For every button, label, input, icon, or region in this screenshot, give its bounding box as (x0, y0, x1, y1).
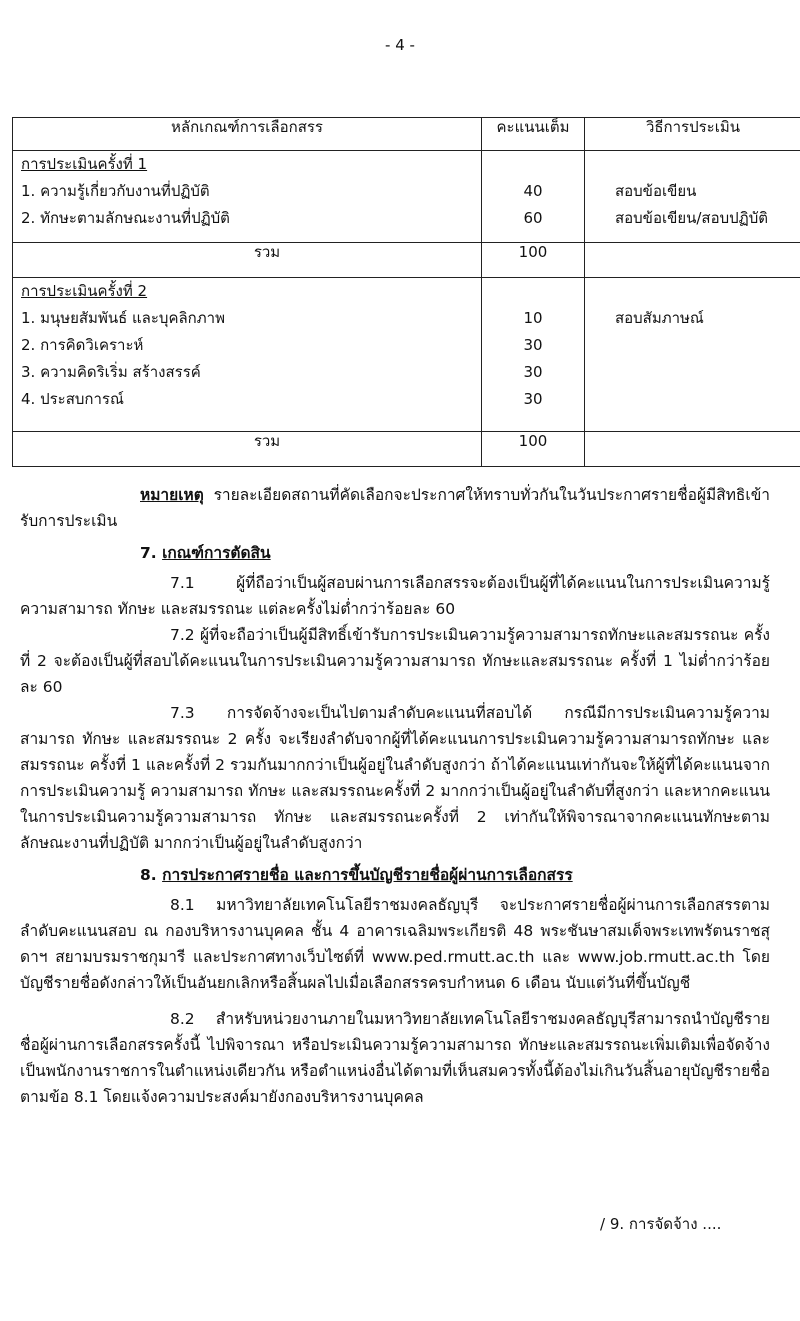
round2-item-method: สอบสัมภาษณ์ (615, 309, 704, 328)
round2-total-row (13, 432, 800, 467)
section7-title: เกณฑ์การตัดสิน (162, 544, 271, 562)
round2-item-label: 4. ประสบการณ์ (21, 390, 124, 409)
header-method: วิธีการประเมิน (585, 118, 800, 151)
note-text: รายละเอียดสถานที่คัดเลือกจะประกาศให้ทราบทั่วกันในวันประกาศรายชื่อผู้มีสิทธิเข้ารับการประเมิน (20, 486, 770, 530)
section8-number: 8. (140, 866, 163, 884)
round2-item-label: 3. ความคิดริเริ่ม สร้างสรรค์ (21, 363, 201, 382)
section7-number: 7. (140, 544, 163, 562)
round2-item-score: 10 (523, 309, 543, 328)
section7-paragraph-3: 7.3 การจัดจ้างจะเป็นไปตามลำดับคะแนนที่สอบได้ กรณีมีการประเมินความรู้ความสามารถ ทักษะ และสมรรถนะ 2 ครั้ง จะเรียงลำดับจากผู้ที่ได้คะแนนการประเมินความรู้ความสามารถทักษะ และสมรรถนะ ครั้งที่ 1 และครั้งที่ 2 รวมกันมากกว่าเป็นผู้อยู่ในลำดับสูงกว่า ถ้าได้คะแนนเท่ากันจะให้ผู้ที่ได้คะแนนจากการประเมินความรู้ ความสามารถ ทักษะ และสมรรถนะครั้งที่ 2 มากกว่าเป็นผู้อยู่ในลำดับที่สูงกว่า และหากคะแนนในการประเมินความรู้ความสามารถ ทักษะ และสมรรถนะครั้งที่ 2 เท่ากันให้พิจารณาจากคะแนนทักษะตามลักษณะงานที่ปฏิบัติ มากกว่าเป็นผู้อยู่ในลำดับสูงกว่า (20, 704, 770, 852)
section8-paragraph-2: 8.2 สำหรับหน่วยงานภายในมหาวิทยาลัยเทคโนโลยีราชมงคลธัญบุรีสามารถนำบัญชีรายชื่อผู้ผ่านการเลือกสรรครั้งนี้ ไปพิจารณา หรือประเมินความรู้ความสามารถ ทักษะและสมรรถนะเพิ่มเติมเพื่อจัดจ้างเป็นพนักงานราชการในตำแหน่งเดียวกัน หรือตำแหน่งอื่นได้ตามที่เห็นสมควรทั้งนี้ต้องไม่เกินวันสิ้นอายุบัญชีรายชื่อ ตามข้อ 8.1 โดยแจ้งความประสงค์มายังกองบริหารงานบุคคล (20, 1010, 770, 1106)
round2-title: การประเมินครั้งที่ 2 (21, 282, 148, 301)
header-criteria: หลักเกณฑ์การเลือกสรร (13, 118, 482, 151)
note-paragraph (20, 482, 770, 534)
round1-item-label: 2. ทักษะตามลักษณะงานที่ปฏิบัติ (21, 209, 230, 228)
section8-paragraph-1: 8.1 มหาวิทยาลัยเทคโนโลยีราชมงคลธัญบุรี จะประกาศรายชื่อผู้ผ่านการเลือกสรรตามลำดับคะแนนสอบ ณ กองบริหารงานบุคคล ชั้น 4 อาคารเฉลิมพระเกียรติ 48 พระชันษาสมเด็จพระเทพรัตนราชสุดาฯ สยามบรมราชกุมารี และประกาศทางเว็บไซต์ที่ www.ped.rmutt.ac.th และ www.job.rmutt.ac.th โดยบัญชีรายชื่อดังกล่าวให้เป็นอันยกเลิกหรือสิ้นผลไปเมื่อเลือกสรรครบกำหนด 6 เดือน นับแต่วันที่ขึ้นบัญชี (20, 896, 770, 992)
round1-total-score: 100 (482, 243, 585, 278)
round2-item-label: 2. การคิดวิเคราะห์ (21, 336, 144, 355)
section7-heading (20, 540, 770, 566)
table-header-row (13, 118, 800, 151)
round2-block (13, 278, 800, 432)
document-body (20, 482, 770, 1110)
round2-item-score: 30 (523, 336, 543, 355)
round2-total-score: 100 (482, 432, 585, 467)
header-full-score: คะแนนเต็ม (482, 118, 585, 151)
page-number: - 4 - (385, 36, 415, 54)
section8-title: การประกาศรายชื่อ และการขึ้นบัญชีรายชื่อผู้ผ่านการเลือกสรร (162, 866, 573, 884)
round2-item-label: 1. มนุษยสัมพันธ์ และบุคลิกภาพ (21, 309, 225, 328)
continuation-footer: / 9. การจัดจ้าง .... (600, 1215, 722, 1233)
round2-item-score: 30 (523, 390, 543, 409)
round1-title: การประเมินครั้งที่ 1 (21, 155, 148, 174)
section7-paragraph-2: 7.2 ผู้ที่จะถือว่าเป็นผู้มีสิทธิ์เข้ารับการประเมินความรู้ความสามารถทักษะและสมรรถนะ ครั้งที่ 2 จะต้องเป็นผู้ที่สอบได้คะแนนในการประเมินความรู้ความสามารถ ทักษะและสมรรถนะ ครั้งที่ 1 ไม่ต่ำกว่าร้อยละ 60 (20, 626, 770, 696)
section8-heading (20, 862, 770, 888)
round1-total-label: รวม (13, 243, 482, 278)
round1-item-method: สอบข้อเขียน/สอบปฏิบัติ (615, 209, 768, 228)
round2-item-score: 30 (523, 363, 543, 382)
round1-item-score: 40 (523, 182, 543, 201)
round1-item-label: 1. ความรู้เกี่ยวกับงานที่ปฏิบัติ (21, 182, 210, 201)
round1-total-row (13, 243, 800, 278)
section7-paragraph-1: 7.1 ผู้ที่ถือว่าเป็นผู้สอบผ่านการเลือกสรรจะต้องเป็นผู้ที่ได้คะแนนในการประเมินความรู้ความสามารถ ทักษะ และสมรรถนะ แต่ละครั้งไม่ต่ำกว่าร้อยละ 60 (20, 574, 770, 618)
round1-block (13, 151, 800, 243)
round1-item-method: สอบข้อเขียน (615, 182, 697, 201)
round2-total-label: รวม (13, 432, 482, 467)
selection-criteria-table (12, 117, 800, 467)
note-title: หมายเหตุ (140, 486, 204, 504)
round1-item-score: 60 (523, 209, 543, 228)
